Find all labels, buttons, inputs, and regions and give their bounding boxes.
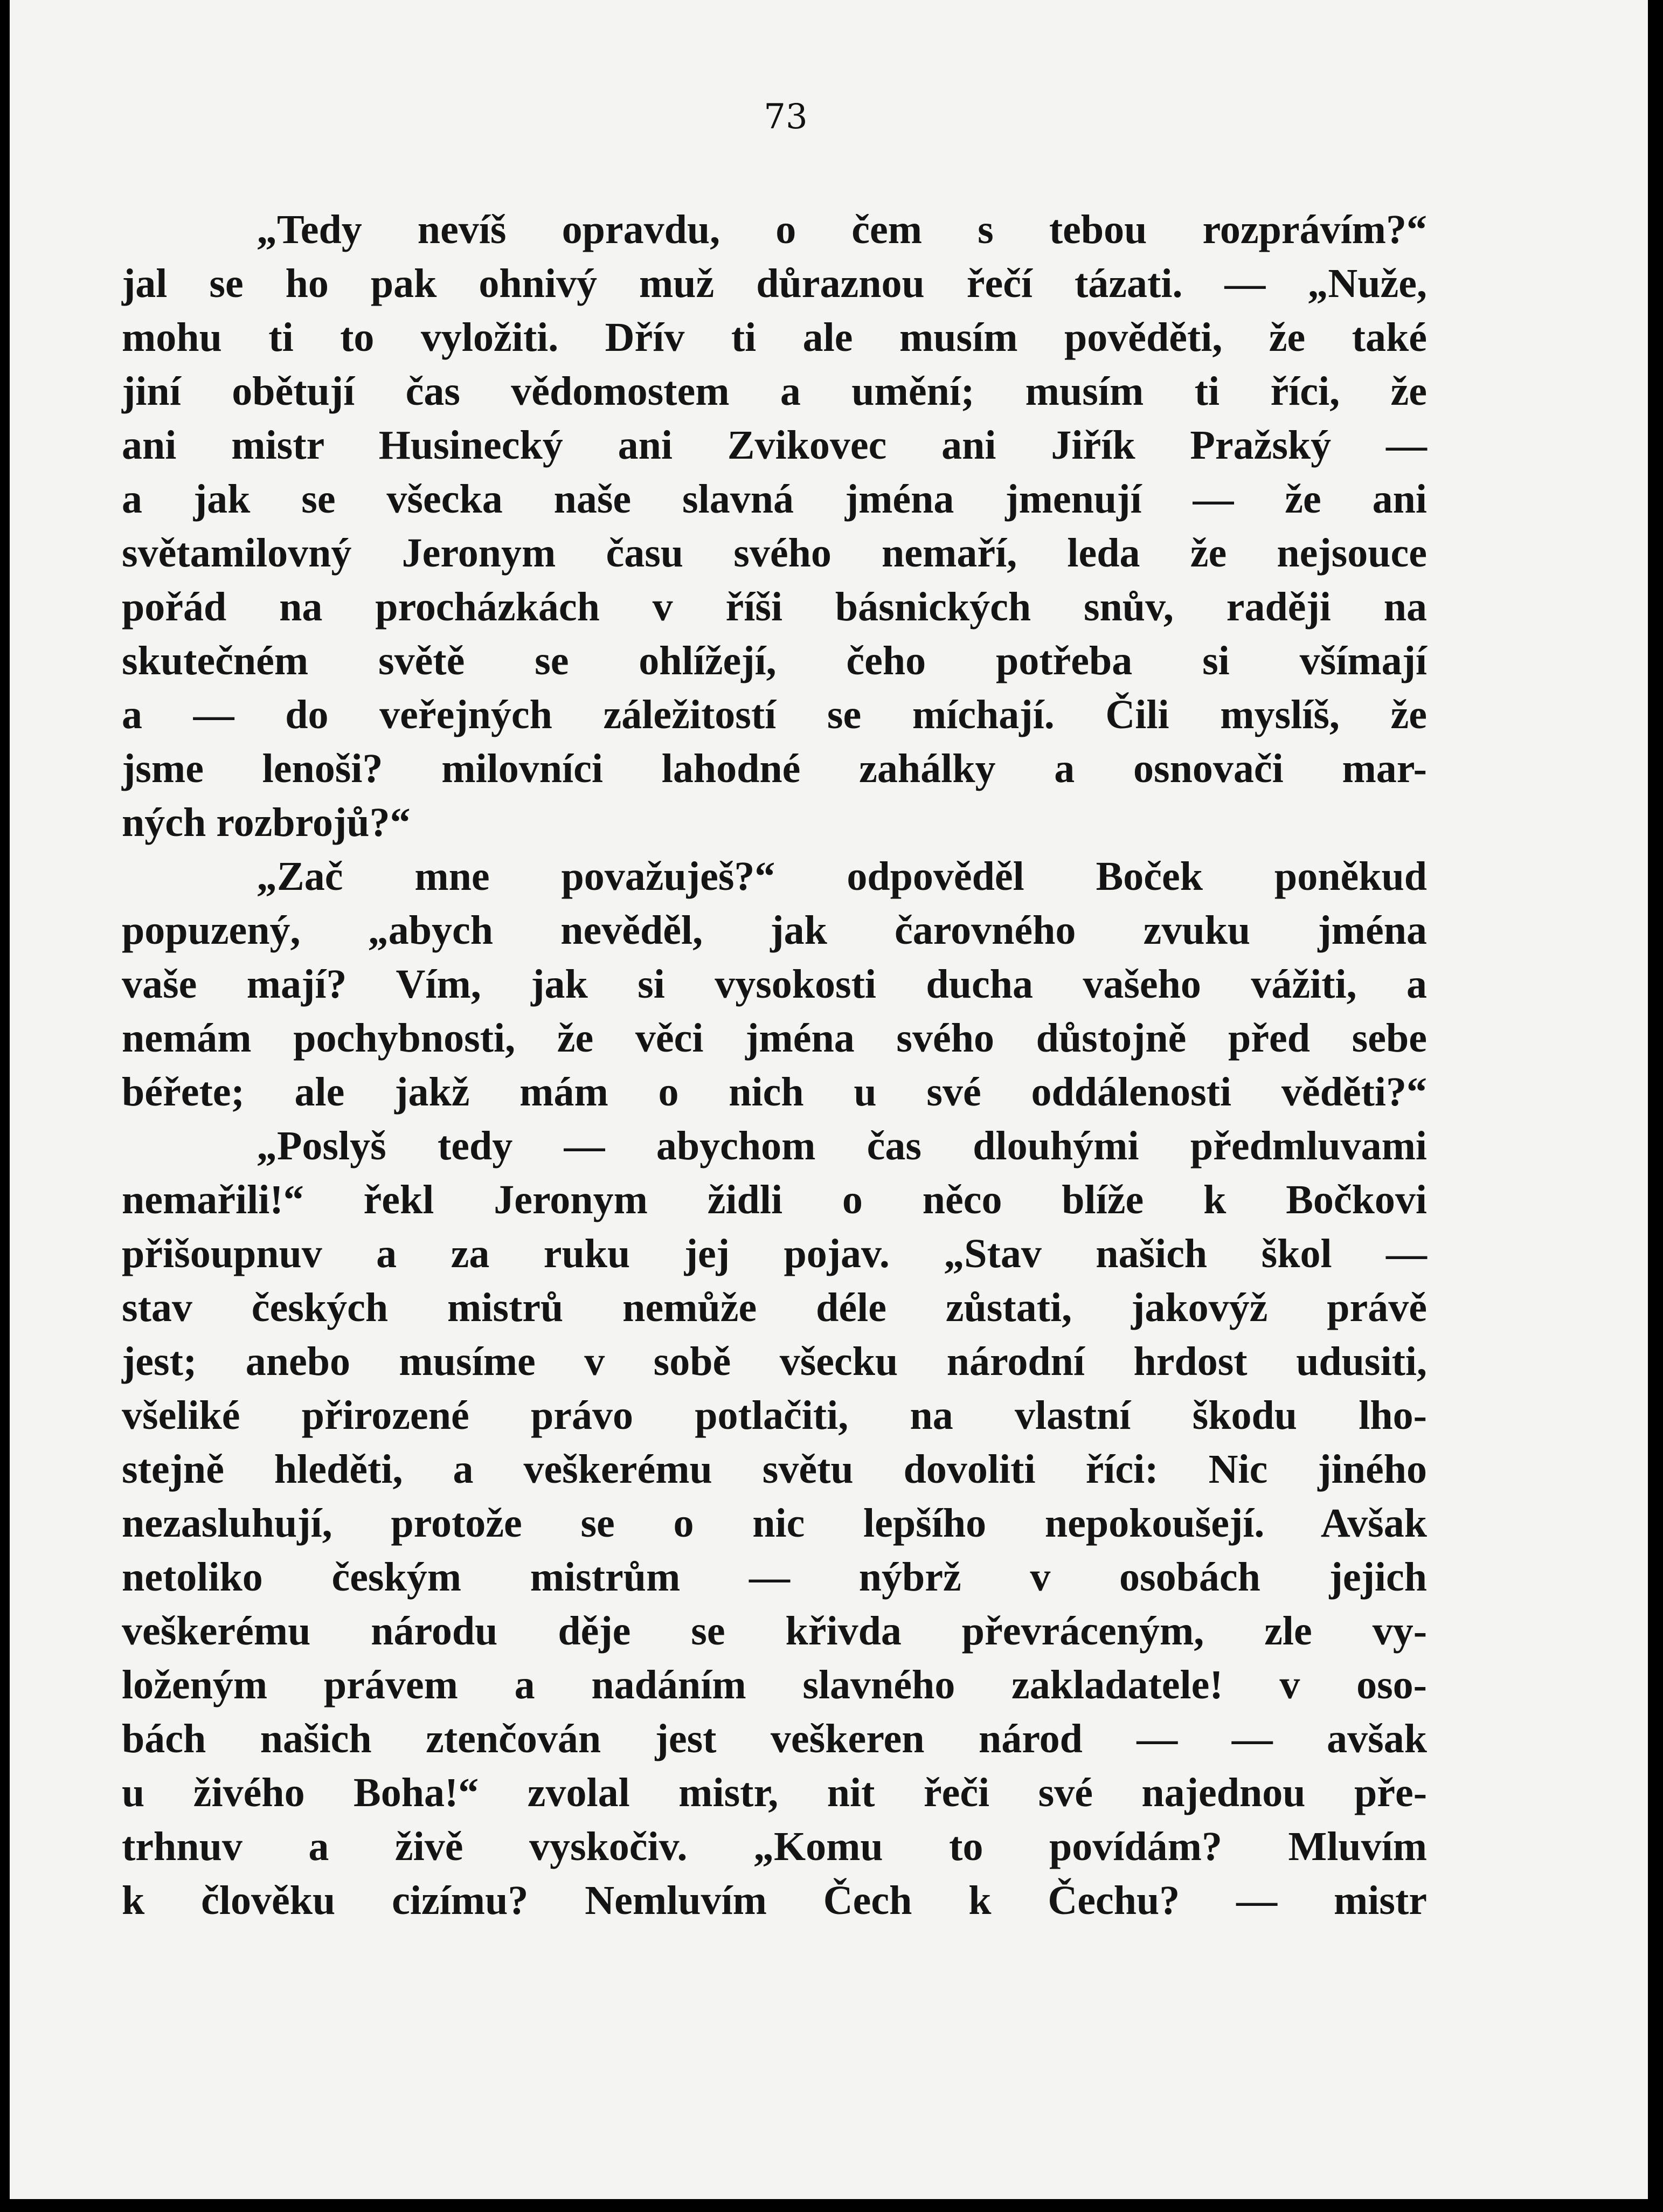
text-line: loženým právem a nadáním slavného zakladatele! v oso- (122, 1662, 1427, 1708)
text-line: mohu ti to vyložiti. Dřív ti ale musím pověděti, že také (122, 315, 1427, 360)
text-line: „Tedy nevíš opravdu, o čem s tebou rozprávím?“ (257, 207, 1427, 252)
text-line: a jak se všecka naše slavná jména jmenují — že ani (122, 476, 1427, 522)
book-page (10, 0, 1648, 2199)
text-line: jal se ho pak ohnivý muž důraznou řečí tázati. — „Nuže, (122, 261, 1427, 306)
text-line: skutečném světě se ohlížejí, čeho potřeba si všímají (122, 638, 1427, 683)
text-line: „Poslyš tedy — abychom čas dlouhými předmluvami (257, 1123, 1427, 1169)
text-line: netoliko českým mistrům — nýbrž v osobách jejich (122, 1554, 1427, 1600)
text-line: u živého Boha!“ zvolal mistr, nit řeči své najednou pře- (122, 1770, 1427, 1815)
text-line: stav českých mistrů nemůže déle zůstati, jakovýž právě (122, 1285, 1427, 1330)
text-line: ných rozbrojů?“ (122, 800, 411, 845)
text-line: popuzený, „abych nevěděl, jak čarovného zvuku jména (122, 908, 1427, 953)
text-line: jest; anebo musíme v sobě všecku národní hrdost udusiti, (122, 1339, 1427, 1384)
text-line: jsme lenoši? milovníci lahodné zahálky a osnovači mar- (122, 746, 1427, 791)
text-line: jiní obětují čas vědomostem a umění; musím ti říci, že (122, 369, 1427, 414)
text-line: veškerému národu děje se křivda převráceným, zle vy- (122, 1608, 1427, 1654)
text-line: pořád na procházkách v říši básnických snův, raději na (122, 584, 1427, 630)
text-line: a — do veřejných záležitostí se míchají. Čili myslíš, že (122, 692, 1427, 737)
text-line: béřete; ale jakž mám o nich u své oddálenosti věděti?“ (122, 1069, 1427, 1115)
page-number: 73 (764, 97, 808, 137)
text-line: vaše mají? Vím, jak si vysokosti ducha vašeho vážiti, a (122, 962, 1427, 1007)
text-line: světamilovný Jeronym času svého nemaří, leda že nejsouce (122, 530, 1427, 576)
text-line: nemám pochybnosti, že věci jména svého důstojně před sebe (122, 1015, 1427, 1061)
text-line: přišoupnuv a za ruku jej pojav. „Stav našich škol — (122, 1231, 1427, 1276)
body-text (122, 203, 1427, 1927)
text-line: k člověku cizímu? Nemluvím Čech k Čechu? — mistr (122, 1878, 1427, 1923)
text-line: všeliké přirozené právo potlačiti, na vlastní škodu lho- (122, 1393, 1427, 1438)
text-line: nemařili!“ řekl Jeronym židli o něco blíže k Bočkovi (122, 1177, 1427, 1222)
text-line: ani mistr Husinecký ani Zvikovec ani Jiřík Pražský — (122, 423, 1427, 468)
text-line: trhnuv a živě vyskočiv. „Komu to povídám? Mluvím (122, 1824, 1427, 1869)
text-line: nezasluhují, protože se o nic lepšího nepokoušejí. Avšak (122, 1501, 1427, 1546)
text-line: „Zač mne považuješ?“ odpověděl Boček poněkud (257, 854, 1427, 899)
text-line: bách našich ztenčován jest veškeren národ — — avšak (122, 1716, 1427, 1761)
text-line: stejně hleděti, a veškerému světu dovoliti říci: Nic jiného (122, 1447, 1427, 1492)
